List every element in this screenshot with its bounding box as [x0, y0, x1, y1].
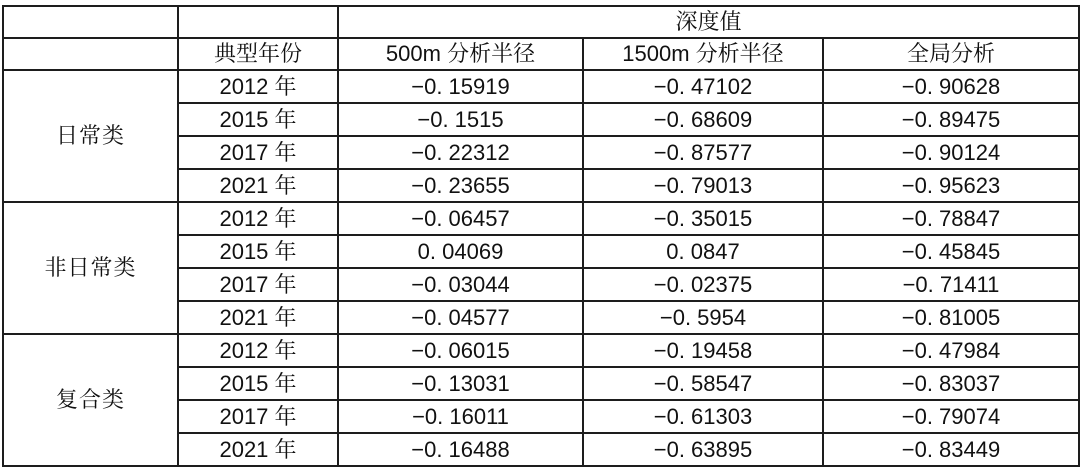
- value-cell-1500m: −0. 19458: [583, 334, 823, 367]
- value-cell-1500m: −0. 02375: [583, 268, 823, 301]
- year-cell: 2017 年: [178, 268, 338, 301]
- value-cell-500m: −0. 16011: [338, 400, 583, 433]
- col-header-global-analysis: 全局分析: [823, 38, 1079, 70]
- year-cell: 2015 年: [178, 103, 338, 136]
- year-cell: 2017 年: [178, 400, 338, 433]
- value-cell-500m: −0. 23655: [338, 169, 583, 202]
- table-row: [3, 202, 1079, 235]
- year-cell: 2015 年: [178, 235, 338, 268]
- value-cell-500m: −0. 13031: [338, 367, 583, 400]
- value-cell-1500m: −0. 79013: [583, 169, 823, 202]
- value-cell-1500m: −0. 63895: [583, 433, 823, 466]
- value-cell-500m: −0. 1515: [338, 103, 583, 136]
- value-cell-500m: −0. 04577: [338, 301, 583, 334]
- depth-value-header-cell: 深度值: [338, 6, 1079, 38]
- depth-value-table: [2, 5, 1080, 467]
- year-cell: 2012 年: [178, 334, 338, 367]
- value-cell-global: −0. 90628: [823, 70, 1079, 103]
- empty-cell-top-left: [3, 6, 178, 38]
- value-cell-500m: −0. 16488: [338, 433, 583, 466]
- value-cell-global: −0. 89475: [823, 103, 1079, 136]
- col-header-typical-year: 典型年份: [178, 38, 338, 70]
- year-cell: 2021 年: [178, 433, 338, 466]
- empty-cell-above-year: [178, 6, 338, 38]
- value-cell-500m: −0. 22312: [338, 136, 583, 169]
- header-row-1: [3, 6, 1079, 38]
- empty-cell-left: [3, 38, 178, 70]
- year-cell: 2017 年: [178, 136, 338, 169]
- year-cell: 2021 年: [178, 301, 338, 334]
- value-cell-1500m: 0. 0847: [583, 235, 823, 268]
- category-cell-composite: 复合类: [3, 334, 178, 466]
- value-cell-1500m: −0. 47102: [583, 70, 823, 103]
- value-cell-1500m: −0. 68609: [583, 103, 823, 136]
- value-cell-1500m: −0. 58547: [583, 367, 823, 400]
- value-cell-1500m: −0. 5954: [583, 301, 823, 334]
- category-cell-non-daily: 非日常类: [3, 202, 178, 334]
- header-row-2: [3, 38, 1079, 70]
- value-cell-1500m: −0. 61303: [583, 400, 823, 433]
- col-header-1500m-radius: 1500m 分析半径: [583, 38, 823, 70]
- value-cell-global: −0. 83037: [823, 367, 1079, 400]
- value-cell-500m: −0. 06457: [338, 202, 583, 235]
- category-cell-daily: 日常类: [3, 70, 178, 202]
- value-cell-global: −0. 95623: [823, 169, 1079, 202]
- value-cell-global: −0. 45845: [823, 235, 1079, 268]
- value-cell-500m: −0. 03044: [338, 268, 583, 301]
- year-cell: 2015 年: [178, 367, 338, 400]
- table-row: [3, 334, 1079, 367]
- value-cell-global: −0. 71411: [823, 268, 1079, 301]
- table-row: [3, 70, 1079, 103]
- col-header-500m-radius: 500m 分析半径: [338, 38, 583, 70]
- value-cell-global: −0. 78847: [823, 202, 1079, 235]
- value-cell-global: −0. 79074: [823, 400, 1079, 433]
- value-cell-1500m: −0. 35015: [583, 202, 823, 235]
- value-cell-1500m: −0. 87577: [583, 136, 823, 169]
- value-cell-global: −0. 81005: [823, 301, 1079, 334]
- value-cell-global: −0. 83449: [823, 433, 1079, 466]
- year-cell: 2021 年: [178, 169, 338, 202]
- year-cell: 2012 年: [178, 70, 338, 103]
- year-cell: 2012 年: [178, 202, 338, 235]
- value-cell-global: −0. 47984: [823, 334, 1079, 367]
- value-cell-500m: −0. 15919: [338, 70, 583, 103]
- value-cell-global: −0. 90124: [823, 136, 1079, 169]
- value-cell-500m: 0. 04069: [338, 235, 583, 268]
- value-cell-500m: −0. 06015: [338, 334, 583, 367]
